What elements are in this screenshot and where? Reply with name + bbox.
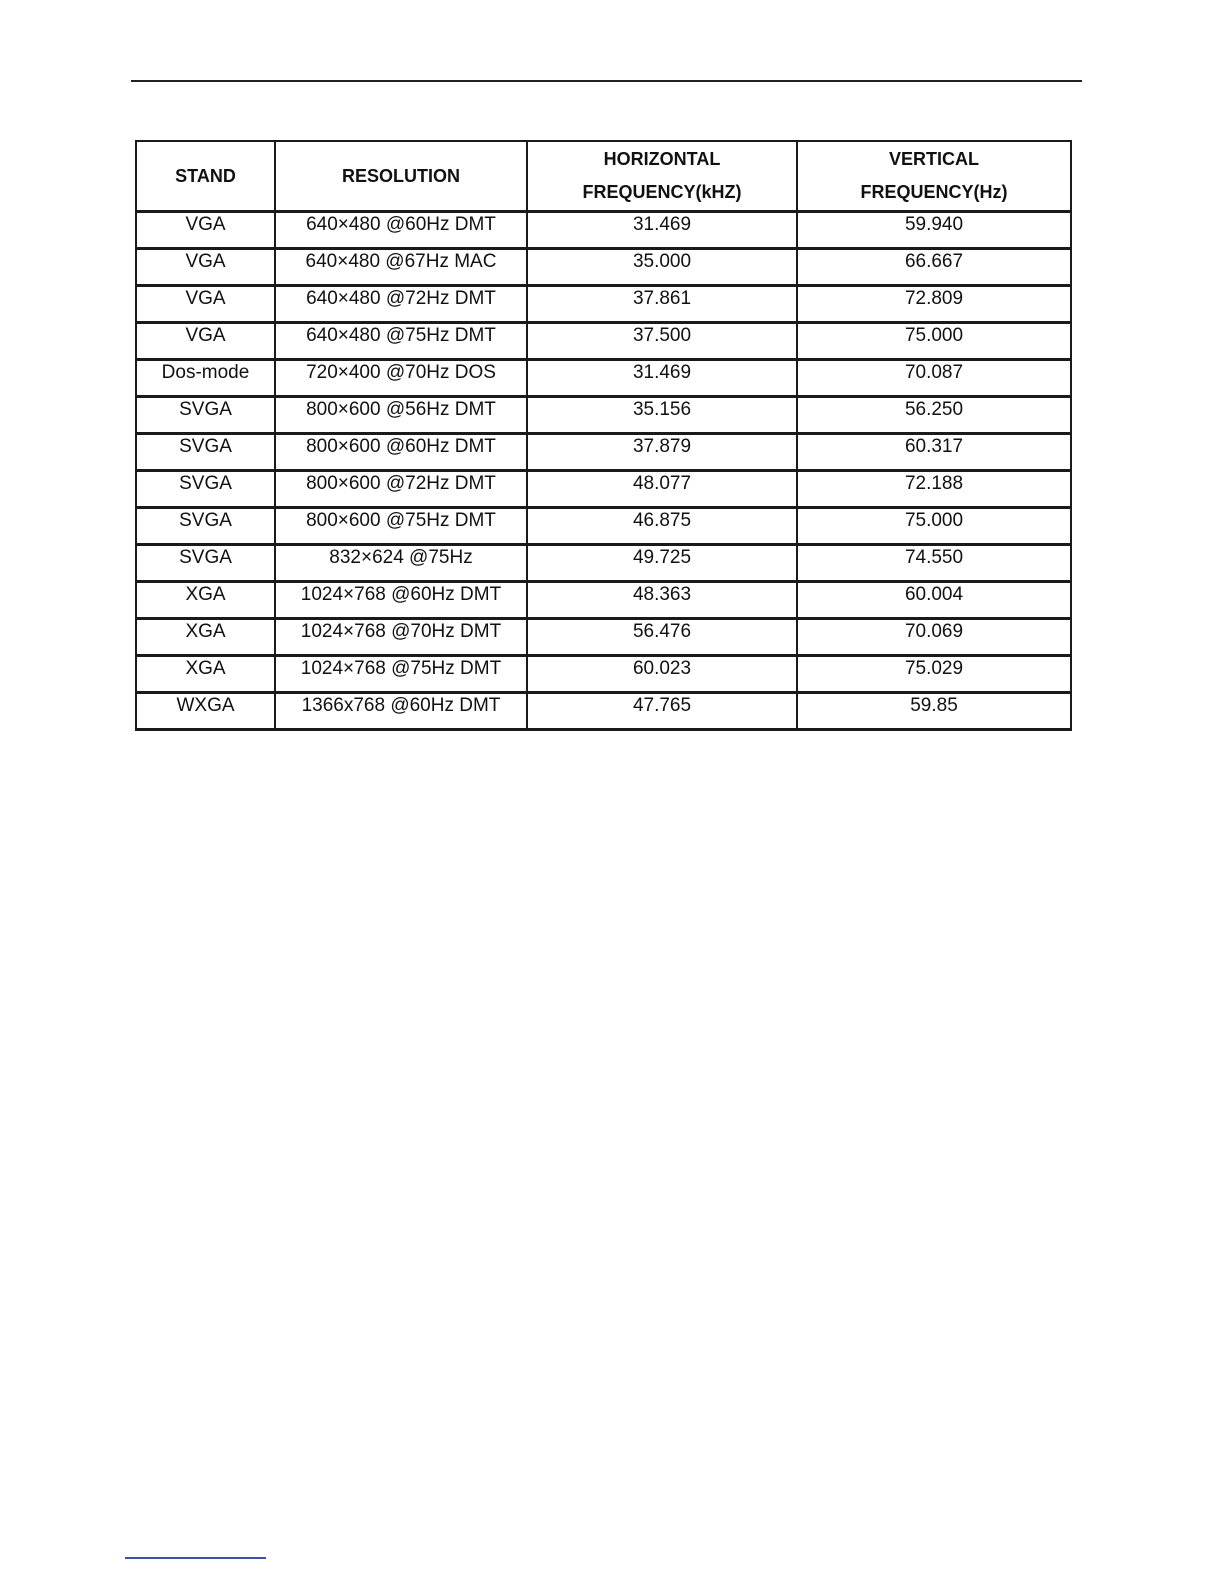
cell-horizontal-frequency: 48.077 [527,471,797,508]
cell-stand: SVGA [136,545,275,582]
cell-resolution: 640×480 @75Hz DMT [275,323,527,360]
header-rule [131,80,1082,82]
table-row [136,323,1071,360]
header-vertical-frequency [797,141,1071,212]
header-resolution-label: RESOLUTION [341,165,460,186]
table-row [136,249,1071,286]
cell-horizontal-frequency: 49.725 [527,545,797,582]
cell-resolution: 1024×768 @70Hz DMT [275,619,527,656]
cell-stand: SVGA [136,471,275,508]
table-row [136,212,1071,249]
cell-resolution: 1024×768 @60Hz DMT [275,582,527,619]
cell-vertical-frequency: 56.250 [797,397,1071,434]
header-vertical-line1: VERTICAL [889,149,979,169]
table-body [136,212,1071,730]
cell-horizontal-frequency: 37.861 [527,286,797,323]
cell-vertical-frequency: 66.667 [797,249,1071,286]
timing-table [135,140,1072,731]
cell-horizontal-frequency: 37.879 [527,434,797,471]
table-row [136,693,1071,730]
cell-vertical-frequency: 60.004 [797,582,1071,619]
cell-resolution: 640×480 @60Hz DMT [275,212,527,249]
cell-resolution: 800×600 @72Hz DMT [275,471,527,508]
header-resolution [275,141,527,212]
cell-vertical-frequency: 75.029 [797,656,1071,693]
cell-vertical-frequency: 59.940 [797,212,1071,249]
table-row [136,471,1071,508]
header-stand-label: STAND [175,165,236,186]
cell-horizontal-frequency: 60.023 [527,656,797,693]
cell-stand: VGA [136,249,275,286]
cell-vertical-frequency: 75.000 [797,508,1071,545]
cell-resolution: 800×600 @60Hz DMT [275,434,527,471]
cell-stand: VGA [136,212,275,249]
cell-horizontal-frequency: 48.363 [527,582,797,619]
cell-vertical-frequency: 74.550 [797,545,1071,582]
table-row [136,434,1071,471]
cell-resolution: 832×624 @75Hz [275,545,527,582]
header-horizontal-line2: FREQUENCY(kHZ) [582,182,742,202]
cell-stand: SVGA [136,508,275,545]
table-row [136,545,1071,582]
cell-resolution: 640×480 @67Hz MAC [275,249,527,286]
table-row [136,397,1071,434]
cell-horizontal-frequency: 31.469 [527,212,797,249]
cell-stand: SVGA [136,434,275,471]
header-vertical-line2: FREQUENCY(Hz) [860,182,1008,202]
cell-vertical-frequency: 75.000 [797,323,1071,360]
cell-stand: XGA [136,656,275,693]
cell-stand: Dos-mode [136,360,275,397]
cell-stand: VGA [136,323,275,360]
table-row [136,582,1071,619]
table-row [136,619,1071,656]
cell-resolution: 800×600 @56Hz DMT [275,397,527,434]
cell-resolution: 1024×768 @75Hz DMT [275,656,527,693]
header-stand [136,141,275,212]
cell-resolution: 1366x768 @60Hz DMT [275,693,527,730]
cell-stand: XGA [136,619,275,656]
cell-horizontal-frequency: 35.156 [527,397,797,434]
header-horizontal-frequency [527,141,797,212]
table-row [136,508,1071,545]
cell-horizontal-frequency: 56.476 [527,619,797,656]
cell-stand: VGA [136,286,275,323]
table-header-row [136,141,1071,212]
table-row [136,360,1071,397]
cell-stand: WXGA [136,693,275,730]
cell-horizontal-frequency: 37.500 [527,323,797,360]
cell-horizontal-frequency: 47.765 [527,693,797,730]
cell-stand: XGA [136,582,275,619]
cell-vertical-frequency: 72.809 [797,286,1071,323]
cell-resolution: 800×600 @75Hz DMT [275,508,527,545]
header-horizontal-line1: HORIZONTAL [603,149,721,169]
cell-horizontal-frequency: 46.875 [527,508,797,545]
cell-resolution: 640×480 @72Hz DMT [275,286,527,323]
cell-vertical-frequency: 70.069 [797,619,1071,656]
cell-vertical-frequency: 59.85 [797,693,1071,730]
table-row [136,656,1071,693]
cell-stand: SVGA [136,397,275,434]
cell-horizontal-frequency: 31.469 [527,360,797,397]
cell-vertical-frequency: 60.317 [797,434,1071,471]
cell-horizontal-frequency: 35.000 [527,249,797,286]
cell-resolution: 720×400 @70Hz DOS [275,360,527,397]
cell-vertical-frequency: 70.087 [797,360,1071,397]
cell-vertical-frequency: 72.188 [797,471,1071,508]
table-row [136,286,1071,323]
footer-link-underline [125,1557,266,1559]
